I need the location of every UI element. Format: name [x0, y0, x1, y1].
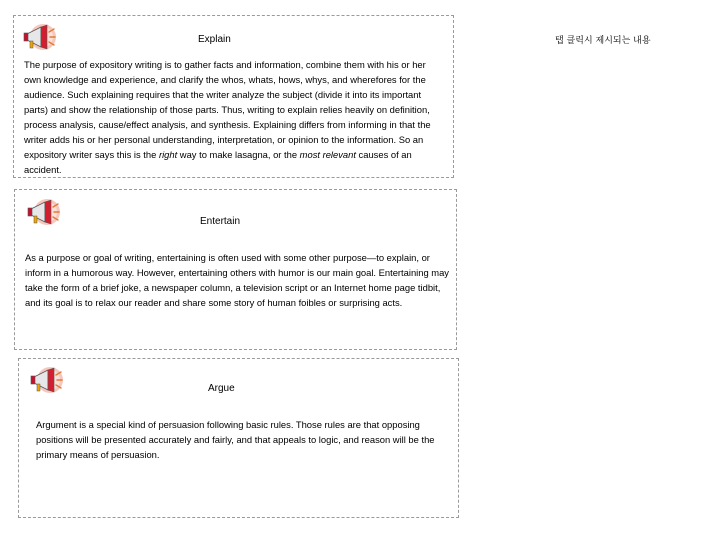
body-text: way to make lasagna, or the — [177, 149, 300, 160]
body-text: The purpose of expository writing is to gather facts and information, combine them with his or her own knowledge and experience, and clarify the whos, whats, hows, whys, and wherefores for the audience. Such explaining requires that the writer analyze the subject (divide it into its important parts) and show the relationship of those parts. Thus, writing to explain relies heavily on definition, process analysis, cause/effect analysis, and synthesis. Explaining differs from informing in that the writer adds his or her personal understanding, interpretation, or opinion to the information. So an expository writer says this is the — [24, 59, 431, 160]
megaphone-icon — [30, 366, 64, 394]
argue-panel — [18, 358, 459, 518]
panel-body: As a purpose or goal of writing, entertaining is often used with some other purpose—to explain, or inform in a humorous way. However, entertaining others with humor is our main goal. Entertaining may take the form of a brief joke, a newspaper column, a television script or an Internet home page tidbit, and its goal is to relax our reader and share some story of human foibles or surprising acts. — [25, 252, 449, 308]
emphasis-text: most relevant — [299, 149, 356, 160]
megaphone-icon — [27, 198, 61, 226]
tab-click-note: 탭 클릭시 제시되는 내용 — [555, 36, 651, 46]
panel-body: Argument is a special kind of persuasion following basic rules. Those rules are that opposing positions will be presented accurately and fairly, and that appeals to logic, and reason will be the primary means of persuasion. — [36, 419, 435, 460]
panel-title: Explain — [198, 34, 231, 45]
emphasis-text: right — [158, 149, 178, 160]
body-text: causes of an accident. — [24, 149, 412, 175]
entertain-panel — [14, 189, 457, 350]
panel-body — [24, 57, 444, 177]
megaphone-icon — [23, 23, 57, 51]
panel-title: Argue — [208, 383, 235, 394]
explain-panel — [13, 15, 454, 178]
panel-title: Entertain — [200, 216, 241, 227]
